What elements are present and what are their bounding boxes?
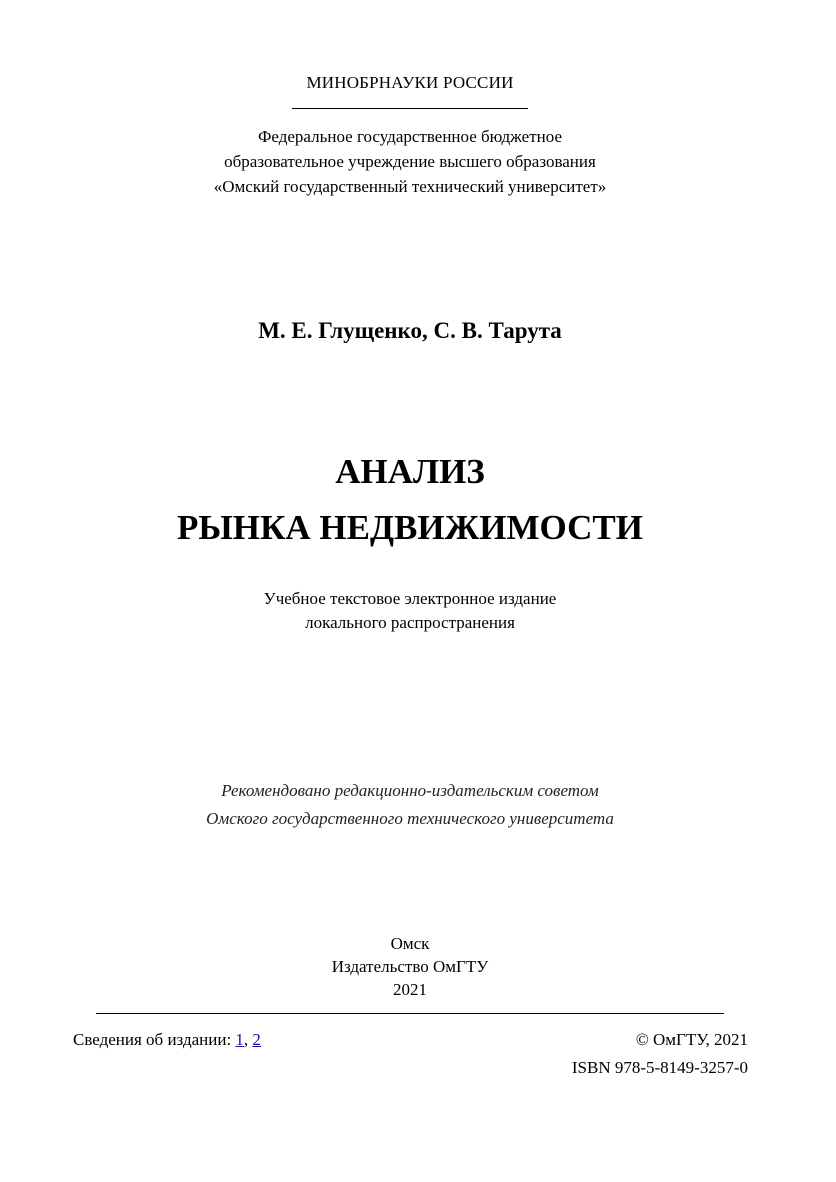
footer-divider <box>96 1013 724 1014</box>
institution-line: образовательное учреждение высшего образования <box>224 152 596 171</box>
recommendation-line-2: Омского государственного технического университета <box>206 809 614 828</box>
recommendation <box>0 777 820 833</box>
institution-line: Федеральное государственное бюджетное <box>257 127 563 146</box>
edition-link-1[interactable]: 1 <box>235 1030 244 1049</box>
title-line-1: АНАЛИЗ <box>335 452 485 491</box>
authors: М. Е. Глущенко, С. В. Тарута <box>258 318 562 343</box>
edition-info-label: Сведения об издании: <box>73 1030 236 1049</box>
imprint-year: 2021 <box>393 980 427 999</box>
institution-line: «Омский государственный технический университет» <box>213 177 607 196</box>
recommendation-line-1: Рекомендовано редакционно-издательским советом <box>221 781 599 800</box>
edition-type-line-2: локального распространения <box>305 613 515 632</box>
copyright: © ОмГТУ, 2021 <box>635 1030 748 1049</box>
book-title <box>0 444 820 556</box>
imprint-publisher: Издательство ОмГТУ <box>331 957 489 976</box>
ministry-divider <box>292 108 528 109</box>
edition-link-separator: , <box>243 1030 253 1049</box>
institution-block <box>0 124 820 199</box>
edition-type-line-1: Учебное текстовое электронное издание <box>263 589 557 608</box>
imprint-city: Омск <box>390 934 430 953</box>
isbn: ISBN 978-5-8149-3257-0 <box>571 1058 748 1077</box>
edition-info <box>73 1030 261 1050</box>
edition-link-2[interactable]: 2 <box>252 1030 261 1049</box>
ministry-name: МИНОБРНАУКИ РОССИИ <box>306 73 514 92</box>
title-line-2: РЫНКА НЕДВИЖИМОСТИ <box>177 508 643 547</box>
edition-type <box>0 587 820 635</box>
imprint <box>0 932 820 1001</box>
